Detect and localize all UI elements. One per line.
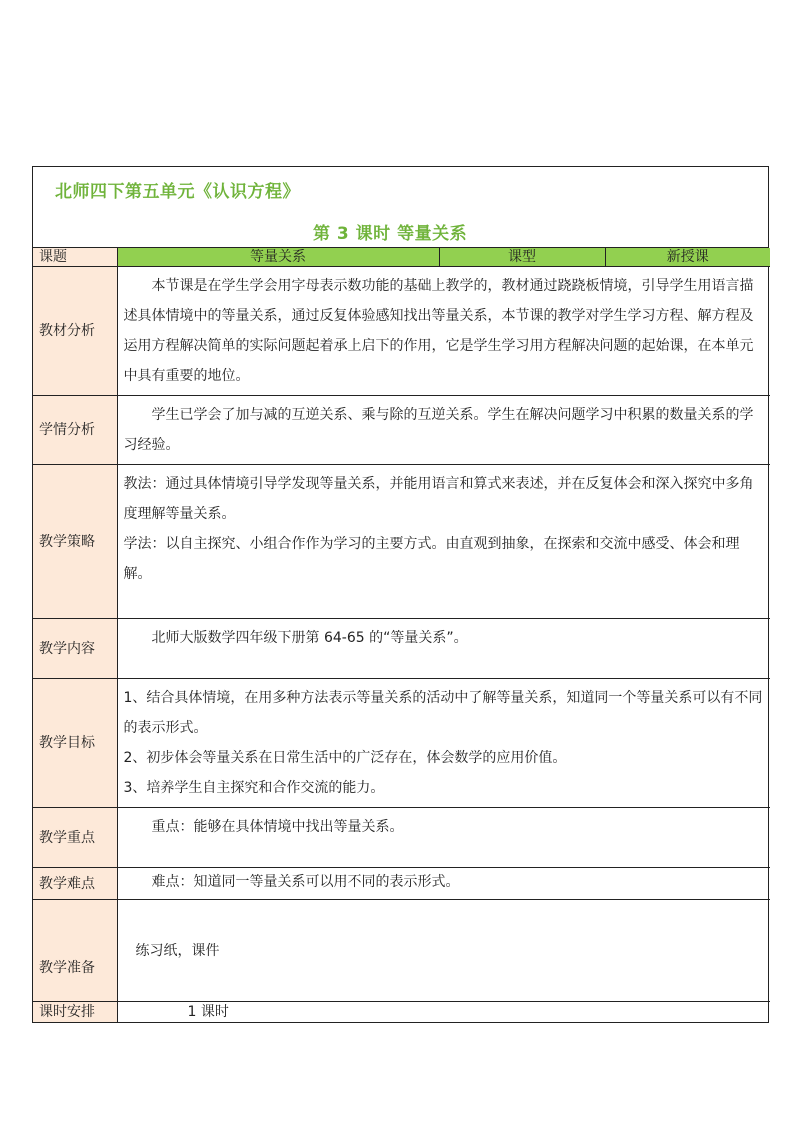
goals-label: 教学目标 [33, 679, 117, 808]
topic-value: 等量关系 [117, 248, 439, 267]
title-block [33, 167, 768, 248]
lesson-title: 第 3 课时 等量关系 [313, 224, 468, 244]
key-text: 重点：能够在具体情境中找出等量关系。 [151, 819, 404, 835]
row-content [33, 619, 770, 679]
material-cell [117, 267, 770, 396]
row-material [33, 267, 770, 396]
content-cell [117, 619, 770, 679]
row-goals [33, 679, 770, 808]
row-difficulty [33, 868, 770, 900]
unit-title: 北师四下第五单元《认识方程》 [55, 182, 300, 202]
content-text: 北师大版数学四年级下册第 64-65 的“等量关系”。 [151, 630, 468, 646]
lesson-plan-table [32, 166, 769, 1023]
goal-1: 1、结合具体情境，在用多种方法表示等量关系的活动中了解等量关系，知道同一个等量关系可以有不同的表示形式。 [123, 690, 763, 736]
row-strategy [33, 465, 770, 619]
students-cell [117, 396, 770, 465]
goals-cell [117, 679, 770, 808]
goal-3: 3、培养学生自主探究和合作交流的能力。 [123, 780, 385, 796]
material-text: 本节课是在学生学会用字母表示数功能的基础上教学的，教材通过跷跷板情境，引导学生用语言描述具体情境中的等量关系，通过反复体验感知找出等量关系，本节课的教学对学生学习方程、解方程及运用方程解决简单的实际问题起着承上启下的作用，它是学生学习用方程解决问题的起始课，在本单元中具有重要的地位。 [123, 278, 754, 384]
material-label: 教材分析 [33, 267, 117, 396]
prep-cell [117, 900, 770, 1002]
schedule-cell [117, 1002, 770, 1022]
students-label: 学情分析 [33, 396, 117, 465]
content-label: 教学内容 [33, 619, 117, 679]
students-text: 学生已学会了加与减的互逆关系、乘与除的互逆关系。学生在解决问题学习中积累的数量关系的学习经验。 [123, 407, 754, 453]
difficulty-text: 难点：知道同一等量关系可以用不同的表示形式。 [151, 874, 460, 890]
key-label: 教学重点 [33, 808, 117, 868]
row-prep [33, 900, 770, 1002]
row-students [33, 396, 770, 465]
lesson-grid [33, 248, 770, 1022]
strategy-learning: 学法：以自主探究、小组合作作为学习的主要方式。由直观到抽象，在探索和交流中感受、体会和理解。 [123, 536, 740, 582]
strategy-label: 教学策略 [33, 465, 117, 619]
row-schedule [33, 1002, 770, 1022]
prep-text: 练习纸，课件 [135, 942, 220, 959]
type-label: 课型 [439, 248, 605, 267]
type-value: 新授课 [605, 248, 770, 267]
difficulty-label: 教学难点 [33, 868, 117, 900]
strategy-cell [117, 465, 770, 619]
schedule-label: 课时安排 [33, 1002, 117, 1022]
header-row [33, 248, 770, 267]
goal-2: 2、初步体会等量关系在日常生活中的广泛存在，体会数学的应用价值。 [123, 750, 567, 766]
schedule-text: 1 课时 [187, 1003, 229, 1020]
strategy-teaching: 教法：通过具体情境引导学发现等量关系，并能用语言和算式来表述，并在反复体会和深入探究中多角度理解等量关系。 [123, 476, 754, 522]
key-cell [117, 808, 770, 868]
row-key [33, 808, 770, 868]
difficulty-cell [117, 868, 770, 900]
prep-label: 教学准备 [33, 900, 117, 1002]
topic-label: 课题 [33, 248, 117, 267]
